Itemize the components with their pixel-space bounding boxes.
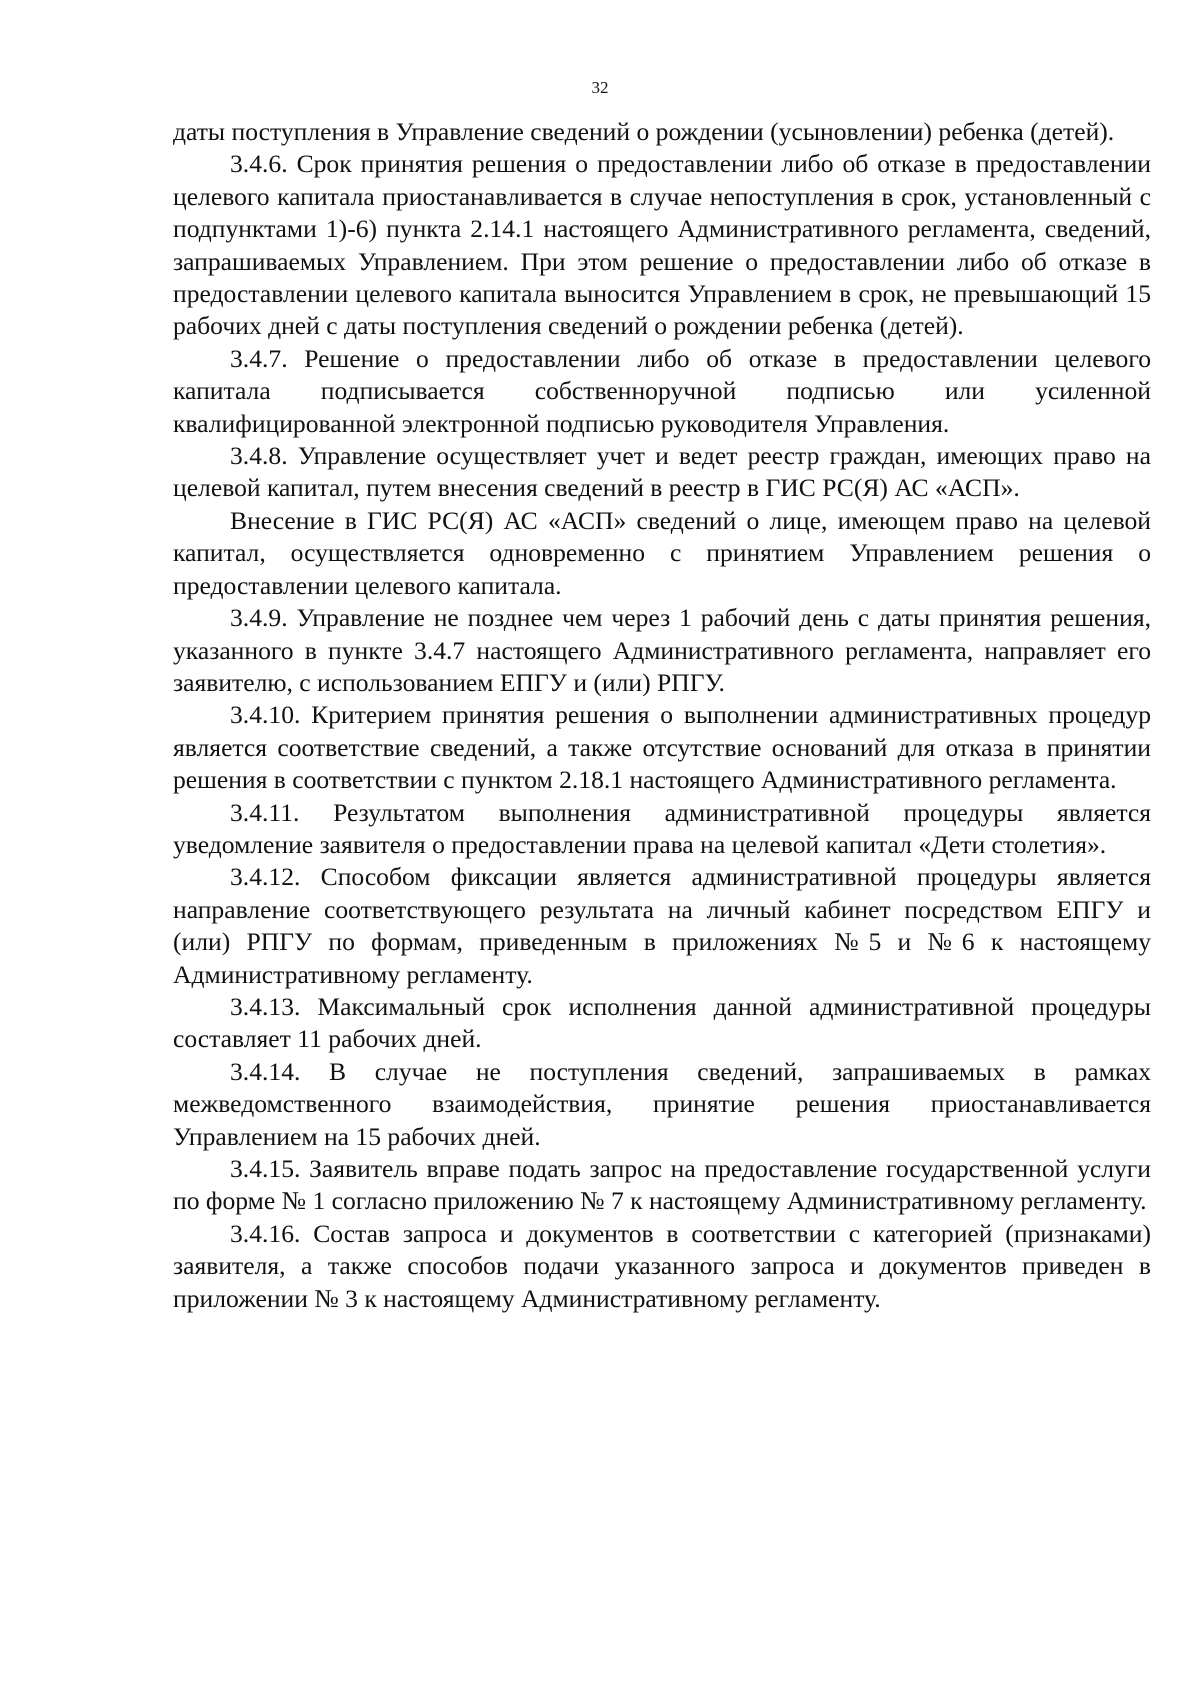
paragraph-3-4-14: 3.4.14. В случае не поступления сведений, запрашиваемых в рамках межведомственного взаимодействия, принятие решения приостанавливается Управлением на 15 рабочих дней. bbox=[173, 1056, 1151, 1151]
paragraph-3-4-12: 3.4.12. Способом фиксации является административной процедуры является направление соответствующего результата на личный кабинет посредством ЕПГУ и (или) РПГУ по формам, приведенным в приложениях №5 и №6 к настоящему Административному регламенту. bbox=[173, 862, 1151, 989]
document-body bbox=[173, 116, 1151, 1315]
paragraph-3-4-11: 3.4.11. Результатом выполнения административной процедуры является уведомление заявителя о предоставлении права на целевой капитал «Дети столетия». bbox=[173, 797, 1151, 859]
paragraph-3-4-10: 3.4.10. Критерием принятия решения о выполнении административных процедур является соответствие сведений, а также отсутствие оснований для отказа в принятии решения в соответствии с пунктом 2.18.1 настоящего Административного регламента. bbox=[173, 700, 1151, 795]
paragraph-3-4-9: 3.4.9. Управление не позднее чем через 1 рабочий день с даты принятия решения, указанного в пункте 3.4.7 настоящего Административного регламента, направляет его заявителю, с использованием ЕПГУ и (или) РПГУ. bbox=[173, 603, 1151, 697]
paragraph-3-4-15: 3.4.15. Заявитель вправе подать запрос на предоставление государственной услуги по форме № 1 согласно приложению № 7 к настоящему Административному регламенту. bbox=[173, 1154, 1151, 1216]
page-number: 32 bbox=[591, 78, 609, 97]
paragraph-continuation: даты поступления в Управление сведений о рождении (усыновлении) ребенка (детей). bbox=[173, 117, 1115, 146]
paragraph-3-4-8: 3.4.8. Управление осуществляет учет и ведет реестр граждан, имеющих право на целевой капитал, путем внесения сведений в реестр в ГИС РС(Я) АС «АСП». bbox=[173, 441, 1151, 503]
paragraph-3-4-7: 3.4.7. Решение о предоставлении либо об отказе в предоставлении целевого капитала подписывается собственноручной подписью или усиленной квалифицированной электронной подписью руководителя Управления. bbox=[173, 343, 1151, 438]
paragraph-3-4-8-registry: Внесение в ГИС РС(Я) АС «АСП» сведений о лице, имеющем право на целевой капитал, осуществляется одновременно с принятием Управлением решения о предоставлении целевого капитала. bbox=[173, 505, 1151, 600]
paragraph-3-4-13: 3.4.13. Максимальный срок исполнения данной административной процедуры составляет 11 рабочих дней. bbox=[173, 991, 1151, 1054]
paragraph-3-4-16: 3.4.16. Состав запроса и документов в соответствии с категорией (признаками) заявителя, а также способов подачи указанного запроса и документов приведен в приложении № 3 к настоящему Административному регламенту. bbox=[173, 1218, 1151, 1313]
paragraph-3-4-6: 3.4.6. Срок принятия решения о предоставлении либо об отказе в предоставлении целевого капитала приостанавливается в случае непоступления в срок, установленный с подпунктами 1)-6) пункта 2.14.1 настоящего Административного регламента, сведений, запрашиваемых Управлением. При этом решение о предоставлении либо об отказе в предоставлении целевого капитала выносится Управлением в срок, не превышающий 15 рабочих дней с даты поступления сведений о рождении ребенка (детей). bbox=[173, 149, 1151, 341]
